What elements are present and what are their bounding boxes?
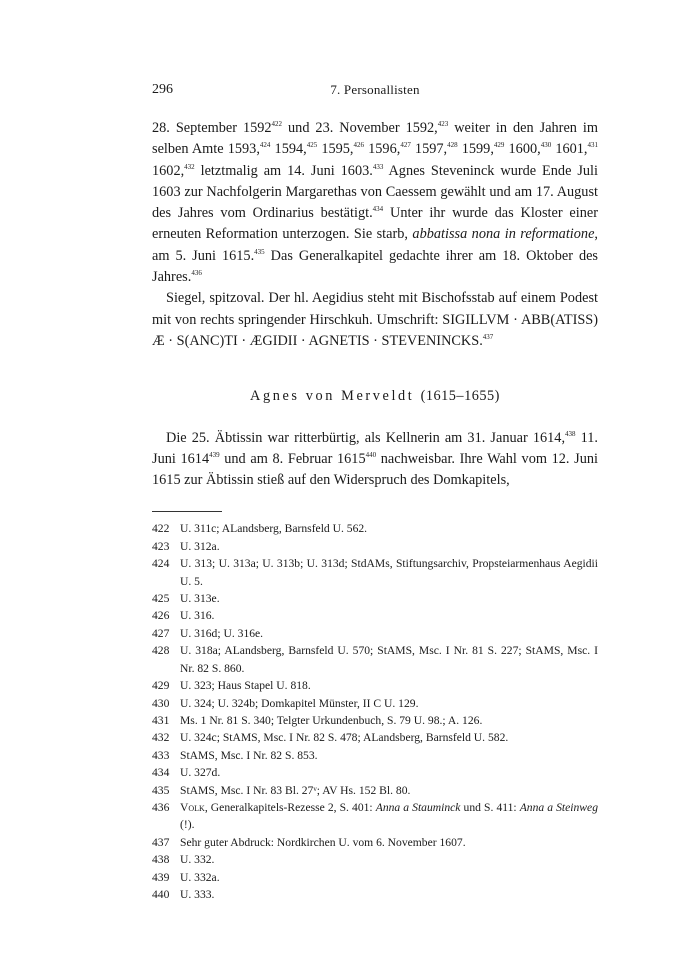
footnote-text: U. 324; U. 324b; Domkapitel Münster, II C U. 129. xyxy=(180,696,419,710)
footnote-text: U. 332a. xyxy=(180,870,220,884)
footnote xyxy=(152,555,598,590)
footnotes xyxy=(152,520,598,903)
footnote-ref[interactable]: 424 xyxy=(259,141,271,150)
footnote-ref[interactable]: 427 xyxy=(400,141,411,150)
footnote-text: U. 324c; StAMS, Msc. I Nr. 82 S. 478; ALandsberg, Barnsfeld U. 582. xyxy=(180,731,509,745)
footnote-number: 423 xyxy=(152,539,170,553)
footnote-number: 422 xyxy=(152,522,170,536)
footnote-number: 436 xyxy=(152,800,170,814)
footnote xyxy=(152,607,598,624)
footnote xyxy=(152,886,598,903)
footnote xyxy=(152,712,598,729)
footnote xyxy=(152,799,598,834)
paragraph-seal: Siegel, spitzoval. Der hl. Aegidius steht mit Bischofsstab auf einem Podest mit von rechts springender Hirschkuh. Umschrift: SIGILLVM · ABB(ATISS) Æ · S(ANC)TI · ÆGIDII · AGNETIS · STEVENINCKS.$^{437}$ xyxy=(152,290,598,349)
footnote-text: U. 316d; U. 316e. xyxy=(180,626,264,640)
footnote-text: U. 313; U. 313a; U. 313b; U. 313d; StdAMs, Stiftungsarchiv, Propsteiarmenhaus Aegidii U. 5. xyxy=(180,557,598,588)
footnote-ref[interactable]: 430 xyxy=(540,141,552,150)
page-number: 296 xyxy=(152,82,173,97)
footnote-number: 427 xyxy=(152,626,170,640)
footnote-text: U. 333. xyxy=(180,887,215,901)
footnote-number: 435 xyxy=(152,783,170,797)
footnote-ref[interactable]: 435 xyxy=(254,247,265,256)
section-dates: (1615–1655) xyxy=(420,388,500,405)
footnote-text: U. 332. xyxy=(180,853,215,867)
footnote-number: 429 xyxy=(152,679,170,693)
footnote xyxy=(152,677,598,694)
footnote-number: 438 xyxy=(152,853,170,867)
footnote-text: U. 311c; ALandsberg, Barnsfeld U. 562. xyxy=(180,522,368,536)
footnote xyxy=(152,869,598,886)
paragraph-merveldt: Die 25. Äbtissin war ritterbürtig, als Kellnerin am 31. Januar 1614,$^{438}$ 11. Juni 1614$^{439}$ und am 8. Februar 1615$^{440}$ nachweisbar. Ihre Wahl vom 12. Juni 1615 zur Äbtissin stieß auf den Widerspruch des Domkapitels, xyxy=(152,429,598,489)
footnote-number: 430 xyxy=(152,696,170,710)
footnote-number: 440 xyxy=(152,887,170,901)
paragraph-steveninck: 28. September 1592$^{422}$ und 23. November 1592,$^{423}$ weiter in den Jahren im selben Amte 1593,$^{424}$ 1594,$^{425}$ 1595,$^{426}$ 1596,$^{427}$ 1597,$^{428}$ 1599,$^{429}$ 1600,$^{430}$ 1601,$^{431}$ 1602,$^{432}$ letztmalig am 14. Juni 1603.$^{433}$ Agnes Steveninck wurde Ende Juli 1603 zur Nachfolgerin Margarethas von Caessem gewählt und am 17. August des Jahres vom Ordinarius bestätigt.$^{434}$ Unter ihr wurde das Kloster einer erneuten Reformation unterzogen. Sie starb, abbatissa nona in reformatione, am 5. Juni 1615.$^{435}$ Das Generalkapitel gedachte ihrer am 18. Oktober des Jahres.$^{436}$ xyxy=(152,120,599,286)
footnote-text: Ms. 1 Nr. 81 S. 340; Telgter Urkundenbuch, S. 79 U. 98.; A. 126. xyxy=(180,713,483,727)
footnote-text: U. 312a. xyxy=(180,539,220,553)
footnote xyxy=(152,642,598,677)
footnote-text: Sehr guter Abdruck: Nordkirchen U. vom 6. November 1607. xyxy=(180,835,466,849)
footnote-number: 433 xyxy=(152,748,170,762)
footnote-ref[interactable]: 422 xyxy=(271,120,283,128)
section-name: Agnes von Merveldt xyxy=(250,388,415,405)
footnote xyxy=(152,695,598,712)
footnote-separator xyxy=(152,511,222,512)
footnote xyxy=(152,782,598,799)
section-heading xyxy=(152,386,598,407)
footnote xyxy=(152,729,598,746)
footnote xyxy=(152,851,598,868)
footnote-ref[interactable]: 425 xyxy=(306,141,318,150)
footnote-text: U. 327d. xyxy=(180,766,221,780)
footnote-number: 431 xyxy=(152,713,170,727)
footnote xyxy=(152,625,598,642)
footnote xyxy=(152,747,598,764)
footnote-ref[interactable]: 437 xyxy=(482,332,494,341)
footnote-text: U. 313e. xyxy=(180,592,220,606)
footnote-text: U. 316. xyxy=(180,609,215,623)
footnote-text: StAMS, Msc. I Nr. 83 Bl. 27ᵛ; AV Hs. 152 Bl. 80. xyxy=(180,783,411,797)
footnote-ref[interactable]: 426 xyxy=(353,141,365,150)
footnote-ref[interactable]: 436 xyxy=(191,269,202,278)
footnote-text: U. 318a; ALandsberg, Barnsfeld U. 570; StAMS, Msc. I Nr. 81 S. 227; StAMS, Msc. I Nr. 82 S. 860. xyxy=(180,644,598,675)
footnote-number: 439 xyxy=(152,870,170,884)
footnote-number: 425 xyxy=(152,592,170,606)
footnote-number: 432 xyxy=(152,731,170,745)
footnote xyxy=(152,520,598,537)
latin-phrase: abbatissa nona in reformatione xyxy=(412,226,595,243)
footnote-ref[interactable]: 423 xyxy=(437,120,449,128)
footnote-text: Volk, Generalkapitels-Rezesse 2, S. 401: Anna a Stauminck und S. 411: Anna a Steinweg (!). xyxy=(180,800,598,832)
footnote xyxy=(152,538,598,555)
footnote-ref[interactable]: 434 xyxy=(372,205,384,214)
footnote-number: 437 xyxy=(152,835,170,849)
footnote-number: 424 xyxy=(152,557,170,571)
footnote-ref[interactable]: 429 xyxy=(493,141,505,150)
page-header xyxy=(152,82,598,102)
footnote xyxy=(152,834,598,851)
footnote xyxy=(152,764,598,781)
footnote-number: 426 xyxy=(152,609,170,623)
main-text xyxy=(152,118,598,491)
book-page xyxy=(152,82,598,903)
footnote-text: StAMS, Msc. I Nr. 82 S. 853. xyxy=(180,748,318,762)
running-title: 7. Personallisten xyxy=(330,82,420,97)
footnote-ref[interactable]: 432 xyxy=(184,162,195,171)
footnote-ref[interactable]: 438 xyxy=(565,429,576,438)
footnote xyxy=(152,590,598,607)
footnote-ref[interactable]: 440 xyxy=(365,450,377,459)
footnote-ref[interactable]: 433 xyxy=(372,162,384,171)
footnote-number: 434 xyxy=(152,766,170,780)
footnote-ref[interactable]: 431 xyxy=(587,141,598,150)
footnote-number: 428 xyxy=(152,644,170,658)
footnote-ref[interactable]: 428 xyxy=(447,141,458,150)
footnote-text: U. 323; Haus Stapel U. 818. xyxy=(180,679,311,693)
footnote-ref[interactable]: 439 xyxy=(209,450,220,459)
